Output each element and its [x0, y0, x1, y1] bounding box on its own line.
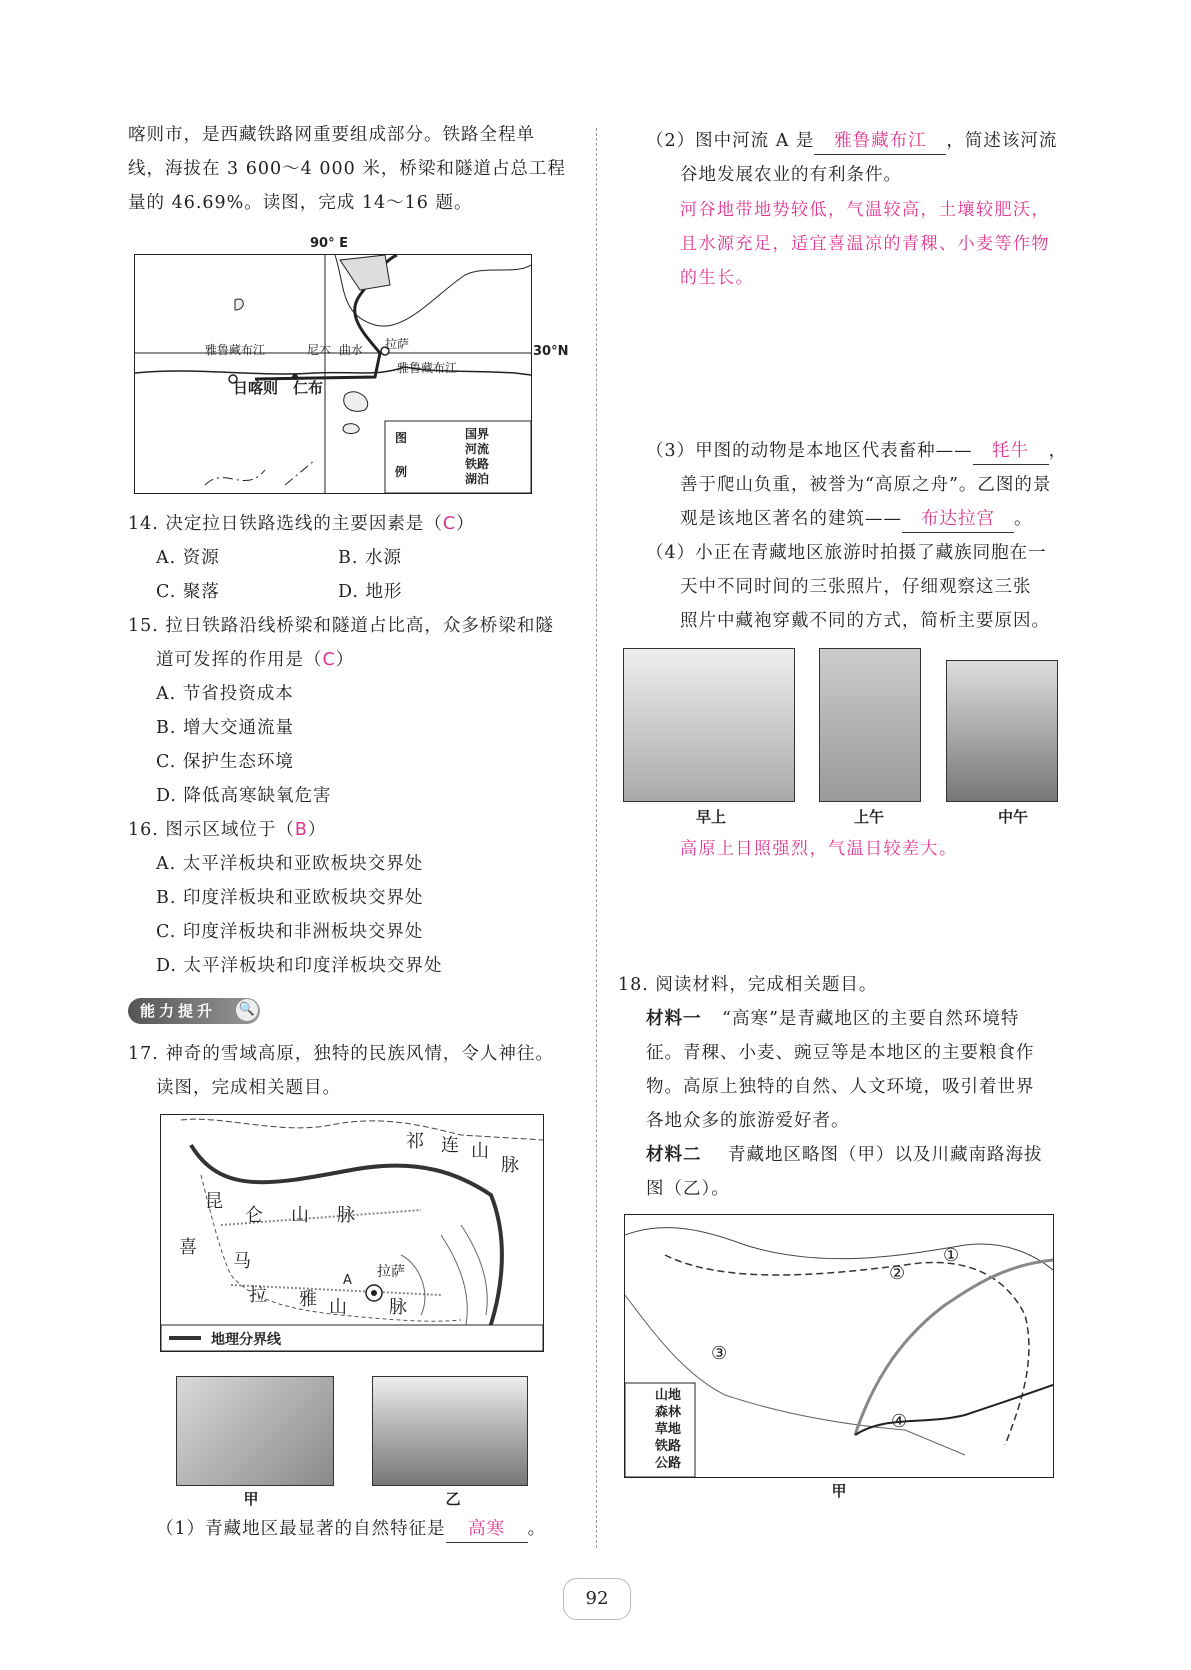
q15-option-a: A. 节省投资成本 — [156, 684, 294, 704]
map2-caption: 甲 — [831, 1482, 847, 1500]
q18-stem: 18. 阅读材料，完成相关题目。 — [618, 975, 878, 995]
q16-stem: 16. 图示区域位于（B） — [128, 820, 327, 840]
legend-title-2: 例 — [395, 465, 408, 479]
map-label-kun: 昆 — [205, 1191, 223, 1212]
q17-sub4-answer: 高原上日照强烈，气温日较差大。 — [680, 839, 958, 859]
map-label-nimu: 尼木 — [307, 343, 332, 357]
map-label-qushui: 曲水 — [339, 343, 364, 357]
caption-morning: 早上 — [695, 808, 726, 826]
material1-line-1: “高寒”是青藏地区的主要自然环境特 — [722, 1009, 1020, 1029]
yak-photo — [176, 1376, 334, 1486]
map-label-lian: 连 — [441, 1135, 459, 1156]
longitude-label: 90° E — [310, 236, 348, 251]
material2-line-1: 青藏地区略图（甲）以及川藏南路海拔 — [728, 1145, 1043, 1165]
caption-noon: 中午 — [997, 808, 1028, 826]
map-label-xi: 喜 — [179, 1237, 197, 1258]
q15-option-b: B. 增大交通流量 — [156, 718, 294, 738]
map-label-mai-1: 脉 — [501, 1155, 519, 1176]
photo-morning — [623, 648, 795, 802]
q16-option-b: B. 印度洋板块和亚欧板块交界处 — [156, 888, 424, 908]
q17-sub3-line1: （3）甲图的动物是本地区代表畜种—— 牦牛 ， — [646, 434, 1067, 468]
photo-forenoon — [819, 648, 921, 802]
legend-title-1: 图 — [395, 431, 408, 445]
caption-yi: 乙 — [445, 1490, 461, 1508]
map-label-mai-2: 脉 — [337, 1205, 355, 1226]
latitude-label: 30°N — [533, 344, 569, 359]
map2-marker-1: ① — [943, 1245, 960, 1266]
map-label-renbu: 仁布 — [293, 379, 324, 397]
q14-option-a: A. 资源 — [156, 548, 220, 568]
section-badge: 能力提升 🔍 — [128, 998, 260, 1024]
map2-legend: 山地 森林 草地 铁路 公路 — [655, 1388, 682, 1471]
legend-items: 国界 河流 铁路 湖泊 — [465, 427, 490, 486]
q17-sub4-line2: 天中不同时间的三张照片，仔细观察这三张 — [680, 577, 1032, 597]
material2-label: 材料二 — [646, 1145, 702, 1165]
map-label-shan-2: 山 — [291, 1205, 309, 1226]
map-label-mai-3: 脉 — [389, 1297, 407, 1318]
column-divider — [596, 128, 597, 1548]
q17-sub1: （1）青藏地区最显著的自然特征是 高寒 。 — [156, 1512, 546, 1546]
q15-stem-2: 道可发挥的作用是（C） — [156, 650, 355, 670]
railway-map — [134, 254, 532, 494]
material2-line-2: 图（乙）。 — [646, 1179, 730, 1199]
q17-sub1-answer: 高寒 — [446, 1516, 528, 1543]
q17-sub2-line2: 谷地发展农业的有利条件。 — [680, 165, 902, 185]
map-legend-boundary: 地理分界线 — [211, 1332, 281, 1348]
page-number: 92 — [563, 1578, 631, 1620]
map-label-ya: 雅 — [299, 1289, 317, 1310]
qinghai-tibet-map-drawing — [625, 1215, 1053, 1477]
intro-line-3: 量的 46.69%。读图，完成 14～16 题。 — [128, 193, 473, 213]
q17-sub3-line2: 善于爬山负重，被誉为“高原之舟”。乙图的景 — [680, 475, 1052, 495]
map-label-river-1: 雅鲁藏布江 — [205, 343, 266, 357]
photo-noon — [946, 660, 1058, 802]
intro-line-1: 喀则市，是西藏铁路网重要组成部分。铁路全程单 — [128, 125, 535, 145]
material1-label: 材料一 — [646, 1009, 702, 1029]
potala-palace-photo — [372, 1376, 528, 1486]
tibet-plateau-map — [160, 1114, 544, 1352]
q17-sub2-answer-line-2: 且水源充足，适宜喜温凉的青稞、小麦等作物 — [680, 234, 1050, 254]
map2-marker-4: ④ — [891, 1411, 908, 1432]
map-label-shan-1: 山 — [471, 1141, 489, 1162]
q17-sub3-answer2: 布达拉宫 — [902, 506, 1014, 533]
q15-option-d: D. 降低高寒缺氧危害 — [156, 786, 332, 806]
q15-option-c: C. 保护生态环境 — [156, 752, 294, 772]
map2-marker-3: ③ — [711, 1343, 728, 1364]
map-label-lhasa-2: 拉萨 — [377, 1264, 405, 1280]
map-label-la: 拉 — [249, 1285, 267, 1306]
map-label-river-a: A — [343, 1273, 352, 1288]
q17-stem-2: 读图，完成相关题目。 — [156, 1078, 341, 1098]
material1-line-2: 征。青稞、小麦、豌豆等是本地区的主要粮食作 — [646, 1043, 1035, 1063]
q14-option-d: D. 地形 — [338, 582, 403, 602]
q17-sub4-line1: （4）小正在青藏地区旅游时拍摄了藏族同胞在一 — [646, 543, 1047, 563]
q16-option-d: D. 太平洋板块和印度洋板块交界处 — [156, 956, 443, 976]
map-label-lun: 仑 — [245, 1205, 263, 1226]
search-icon: 🔍 — [236, 999, 258, 1021]
q15-stem-1: 15. 拉日铁路沿线桥梁和隧道占比高，众多桥梁和隧 — [128, 616, 554, 636]
map-label-river-2: 雅鲁藏布江 — [397, 361, 458, 375]
qinghai-tibet-map — [624, 1214, 1054, 1478]
map-label-shan-3: 山 — [329, 1297, 347, 1318]
map-label-shigatse: 日喀则 — [233, 379, 279, 397]
intro-line-2: 线，海拔在 3 600～4 000 米，桥梁和隧道占总工程 — [128, 159, 566, 179]
material1-line-3: 物。高原上独特的自然、人文环境，吸引着世界 — [646, 1077, 1035, 1097]
q17-sub3-answer1: 牦牛 — [973, 438, 1049, 465]
q17-sub2-answer-line-1: 河谷地带地势较低，气温较高，土壤较肥沃， — [680, 200, 1050, 220]
q17-sub2: （2）图中河流 A 是 雅鲁藏布江 ，简述该河流 — [646, 124, 1057, 158]
q17-sub3-line3: 观是该地区著名的建筑—— 布达拉宫 。 — [680, 502, 1033, 536]
q14-option-b: B. 水源 — [338, 548, 402, 568]
caption-jia: 甲 — [243, 1490, 259, 1508]
q14-option-c: C. 聚落 — [156, 582, 220, 602]
map-label-lhasa: 拉萨 — [385, 337, 410, 351]
q17-sub2-answer-line-3: 的生长。 — [680, 268, 754, 288]
map2-marker-2: ② — [889, 1263, 906, 1284]
q17-sub2-answer: 雅鲁藏布江 — [814, 128, 946, 155]
q16-option-c: C. 印度洋板块和非洲板块交界处 — [156, 922, 424, 942]
q17-sub4-line3: 照片中藏袍穿戴不同的方式，简析主要原因。 — [680, 611, 1050, 631]
q17-stem-1: 17. 神奇的雪域高原，独特的民族风情，令人神往。 — [128, 1044, 554, 1064]
q14-stem: 14. 决定拉日铁路选线的主要因素是（C） — [128, 514, 475, 534]
q16-option-a: A. 太平洋板块和亚欧板块交界处 — [156, 854, 424, 874]
material1-line-4: 各地众多的旅游爱好者。 — [646, 1111, 850, 1131]
map-label-qi: 祁 — [406, 1131, 424, 1152]
caption-forenoon: 上午 — [853, 808, 884, 826]
map-label-ma: 马 — [233, 1251, 251, 1272]
